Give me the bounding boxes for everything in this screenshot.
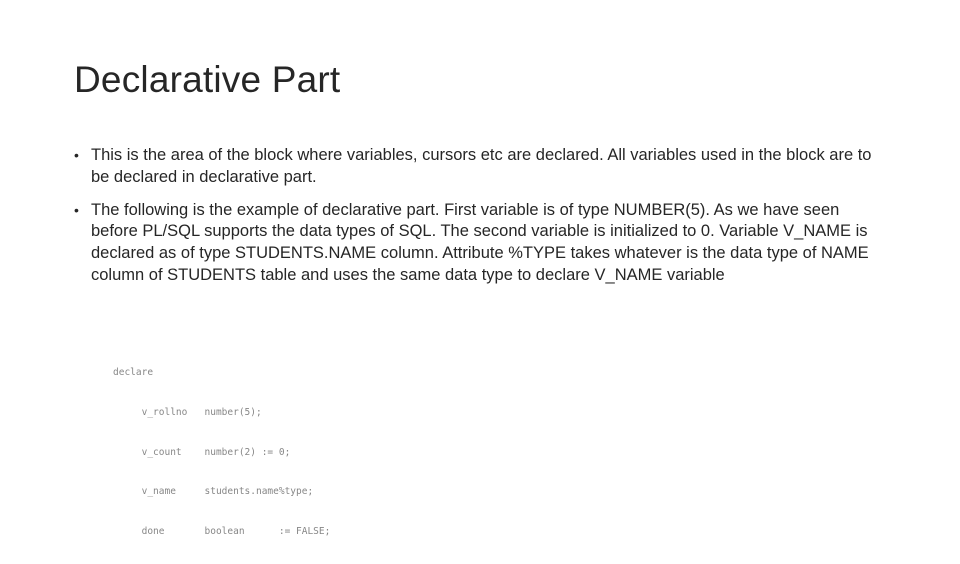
- code-line: v_rollno number(5);: [113, 407, 262, 419]
- bullet-list: [74, 145, 874, 298]
- bullet-icon: •: [74, 147, 79, 163]
- bullet-text: This is the area of the block where variables, cursors etc are declared. All variables used in the block are to be declared in declarative part.: [91, 146, 872, 186]
- code-line: v_name students.name%type;: [113, 486, 314, 498]
- bullet-item: [74, 200, 874, 287]
- bullet-icon: •: [74, 201, 79, 218]
- code-line: done boolean := FALSE;: [113, 525, 331, 537]
- bullet-text: The following is the example of declarative part. First variable is of type NUMBER(5). As we have seen before PL/SQL supports the data types of SQL. The second variable is initialized to 0. Variable V_NAME is declared as of type STUDENTS.NAME column. Attribute %TYPE takes whatever is the data type of NAME column of STUDENTS table and uses the same data type to declare V_NAME variable: [91, 200, 869, 284]
- code-example-image: [113, 340, 330, 564]
- bullet-item: [74, 145, 874, 189]
- code-line: declare: [113, 367, 154, 379]
- slide-title: Declarative Part: [74, 59, 341, 100]
- code-line: v_count number(2) := 0;: [113, 446, 291, 458]
